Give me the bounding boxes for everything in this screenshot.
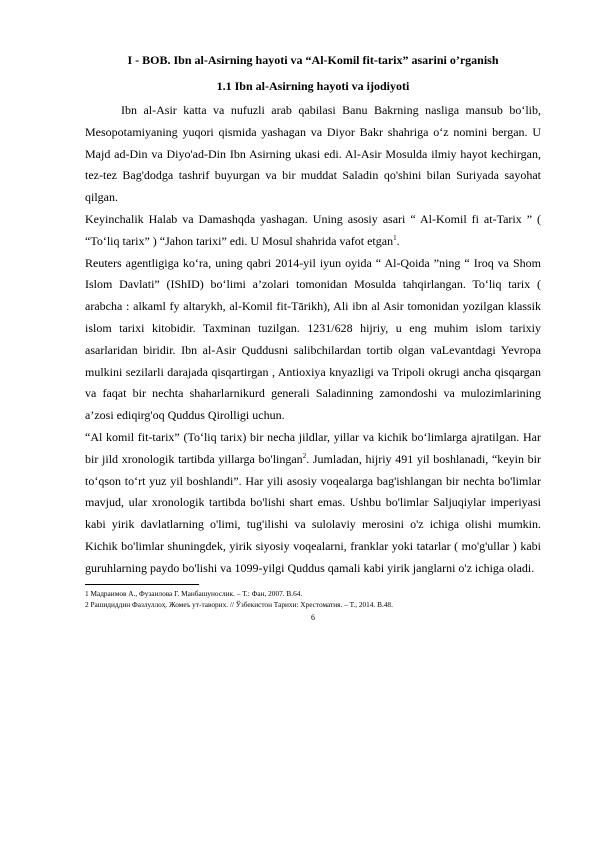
paragraph-4-tail: . Jumladan, hijriy 491 yil boshlanadi, “keyin bir to‘qson to‘rt yuz yil boshlandi”. Har yili asosiy voqealarga bag'ishlangan bir nechta bo'limlar mavjud, ular xronologik tartibda bo'lishi shart emas. Ushbu bo'limlar Saljuqiylar imperiyasi kabi yirik davlatlarning o'limi, tug'ilishi va sulolaviy merosini o'z ichiga olishi mumkin. Kichik bo'limlar shuningdek, yirik siyosiy voqealarni, franklar yoki tatarlar ( mo'g'ullar ) kabi guruhlarning paydo bo'lishi va 1099-yilgi Quddus qamali kabi yirik janglarni o'z ichiga oladi. [85, 451, 541, 575]
paragraph-3 [85, 253, 541, 427]
footnote-divider [85, 584, 199, 585]
paragraph-4 [85, 427, 541, 580]
footnotes [85, 588, 541, 610]
footnote-ref-1[interactable]: 1 [393, 233, 397, 242]
paragraph-2-tail: . [396, 233, 400, 248]
paragraph-1-text: Ibn al-Asir katta va nufuzli arab qabilasi Banu Bakrning nasliga mansub bo‘lib, Mesopotamiyaning yuqori qismida yashagan va Diyor Bakr shahriga o‘z nomini bergan. U Majd ad-Din va Diyo'ad-Din Ibn Asirning ukasi edi. Al-Asir Mosulda ilmiy hayot kechirgan, tez-tez Bag'dodga tashrif buyurgan va bir muddat Saladin qo'shini bilan Suriyada sayohat qilgan. [85, 103, 541, 205]
paragraph-2-text: Keyinchalik Halab va Damashqda yashagan. Uning asosiy asari “ Al-Komil fi at-Tarix ” ( “To‘liq tarix” ) “Jahon tarixi” edi. U Mosul shahrida vafot etgan [85, 211, 541, 248]
chapter-title: I - BOB. Ibn al-Asirning hayoti va “Al-Komil fit-tarix” asarini o’rganish [127, 53, 499, 67]
paragraph-2 [85, 209, 541, 253]
footnote-ref-2[interactable]: 2 [302, 451, 307, 460]
footnote-2: 2 Рашидиддин Фазлуллоҳ. Жомеъ ут-таворих. // Ўзбекистон Тарихи: Хрестоматия. – Т., 2014. B.48. [85, 599, 393, 609]
paragraph-4-text: “Al komil fit-tarix” (To‘liq tarix) bir necha jildlar, yillar va kichik bo‘limlarga ajratilgan. Har bir jild xronologik tartibda yillarga bo'lingan [85, 429, 541, 466]
paragraph-3-text: Reuters agentligiga ko‘ra, uning qabri 2014-yil iyun oyida “ Al-Qoida ”ning “ Iroq va Shom Islom Davlati” (IShID) bo‘limi a’zolari tomonidan Mosulda tahqirlangan. To‘liq tarix ( arabcha : alkaml fy altarykh, al-Komil fit-Tārikh), Ali ibn al Asir tomonidan yozilgan klassik islom tarixi kitobidir. Taxminan tuzilgan. 1231/628 hijriy, u eng muhim islom tarixiy asarlaridan biridir. Ibn al-Asir Quddusni salibchilardan tortib olgan vaLevantdagi Yevropa mulkini sezilarli darajada qisqartirgan , Antioxiya knyazligi va Tripoli okrugi ancha qisqargan va faqat bir nechta shaharlarnikurd generali Saladinning zamondoshi va mulozimlarining a’zosi ediqirg'oq Quddus Qirolligi uchun. [85, 255, 541, 423]
footnote-1: 1 Мадраимов А., Фузаилова Г. Манбашунослик. – Т.: Фан, 2007. В.64. [85, 588, 303, 598]
paragraph-1 [85, 100, 541, 209]
page-number: 6 [311, 612, 315, 622]
section-title: 1.1 Ibn al-Asirning hayoti va ijodiyoti [216, 79, 410, 93]
document-page [85, 52, 541, 623]
